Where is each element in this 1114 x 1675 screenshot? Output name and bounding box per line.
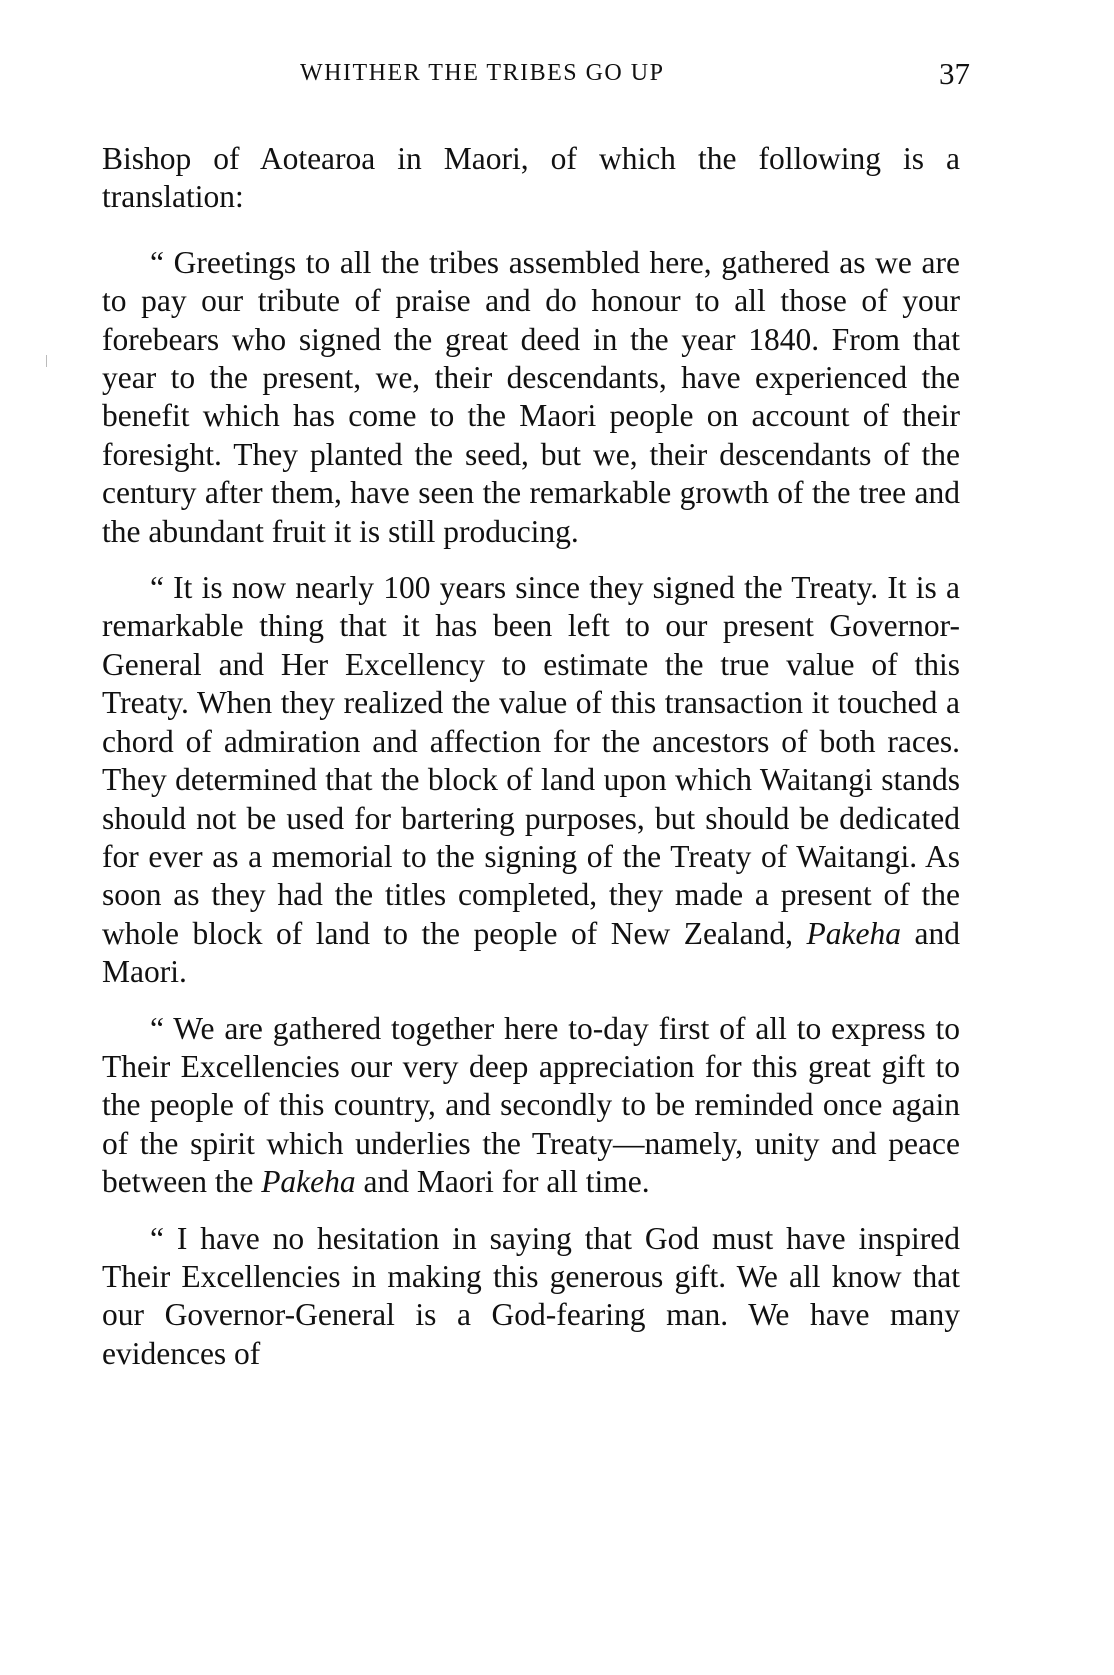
paragraph-greetings: “ Greetings to all the tribes assembled here, gathered as we are to pay our tribute of praise and do honour to all those of your forebears who signed the great deed in the year 1840. From that year to the present, we, their descendants, have experienced the benefit which has come to the Maori people on account of their foresight. They planted the seed, but we, their descendants of the century after them, have seen the remarkable growth of the tree and the abundant fruit it is still producing. <box>102 244 960 549</box>
running-title: WHITHER THE TRIBES GO UP <box>300 60 665 86</box>
paragraph-text: “ We are gathered together here to-day first of all to express to Their Excellencies our very deep appreciation for this great gift to the people of this country, and secondly to be reminded once again of the spirit which underlies the Treaty—namely, unity and peace between the <box>102 1010 960 1200</box>
paragraph-text: and Maori for all time. <box>355 1164 650 1200</box>
scan-mark <box>46 355 47 367</box>
paragraph-text: and Maori. <box>102 915 960 990</box>
running-head <box>100 56 970 100</box>
page-number: 37 <box>939 56 970 91</box>
paragraph-text: “ It is now nearly 100 years since they signed the Treaty. It is a remarkable thing that it has been left to our present Governor-General and Her Excellency to estimate the true value of this Treaty. When they realized the value of this transaction it touched a chord of admiration and affection for the ancestors of both races. They determined that the block of land upon which Waitangi stands should not be used for bartering purposes, but should be dedicated for ever as a memorial to the signing of the Treaty of Waitangi. As soon as they had the titles completed, they made a present of the whole block of land to the people of New Zealand, <box>102 570 960 951</box>
body-text <box>102 140 960 1373</box>
italic-word: Pakeha <box>261 1164 356 1200</box>
paragraph-hesitation: “ I have no hesitation in saying that God must have inspired Their Excellencies in making this generous gift. We all know that our Governor-General is a God-fearing man. We have many evidences of <box>102 1220 960 1371</box>
paragraph-continuation: Bishop of Aotearoa in Maori, of which the following is a translation: <box>102 141 960 215</box>
paragraph-gathered <box>102 1010 960 1202</box>
paragraph-treaty <box>102 569 960 991</box>
italic-word: Pakeha <box>806 915 901 951</box>
